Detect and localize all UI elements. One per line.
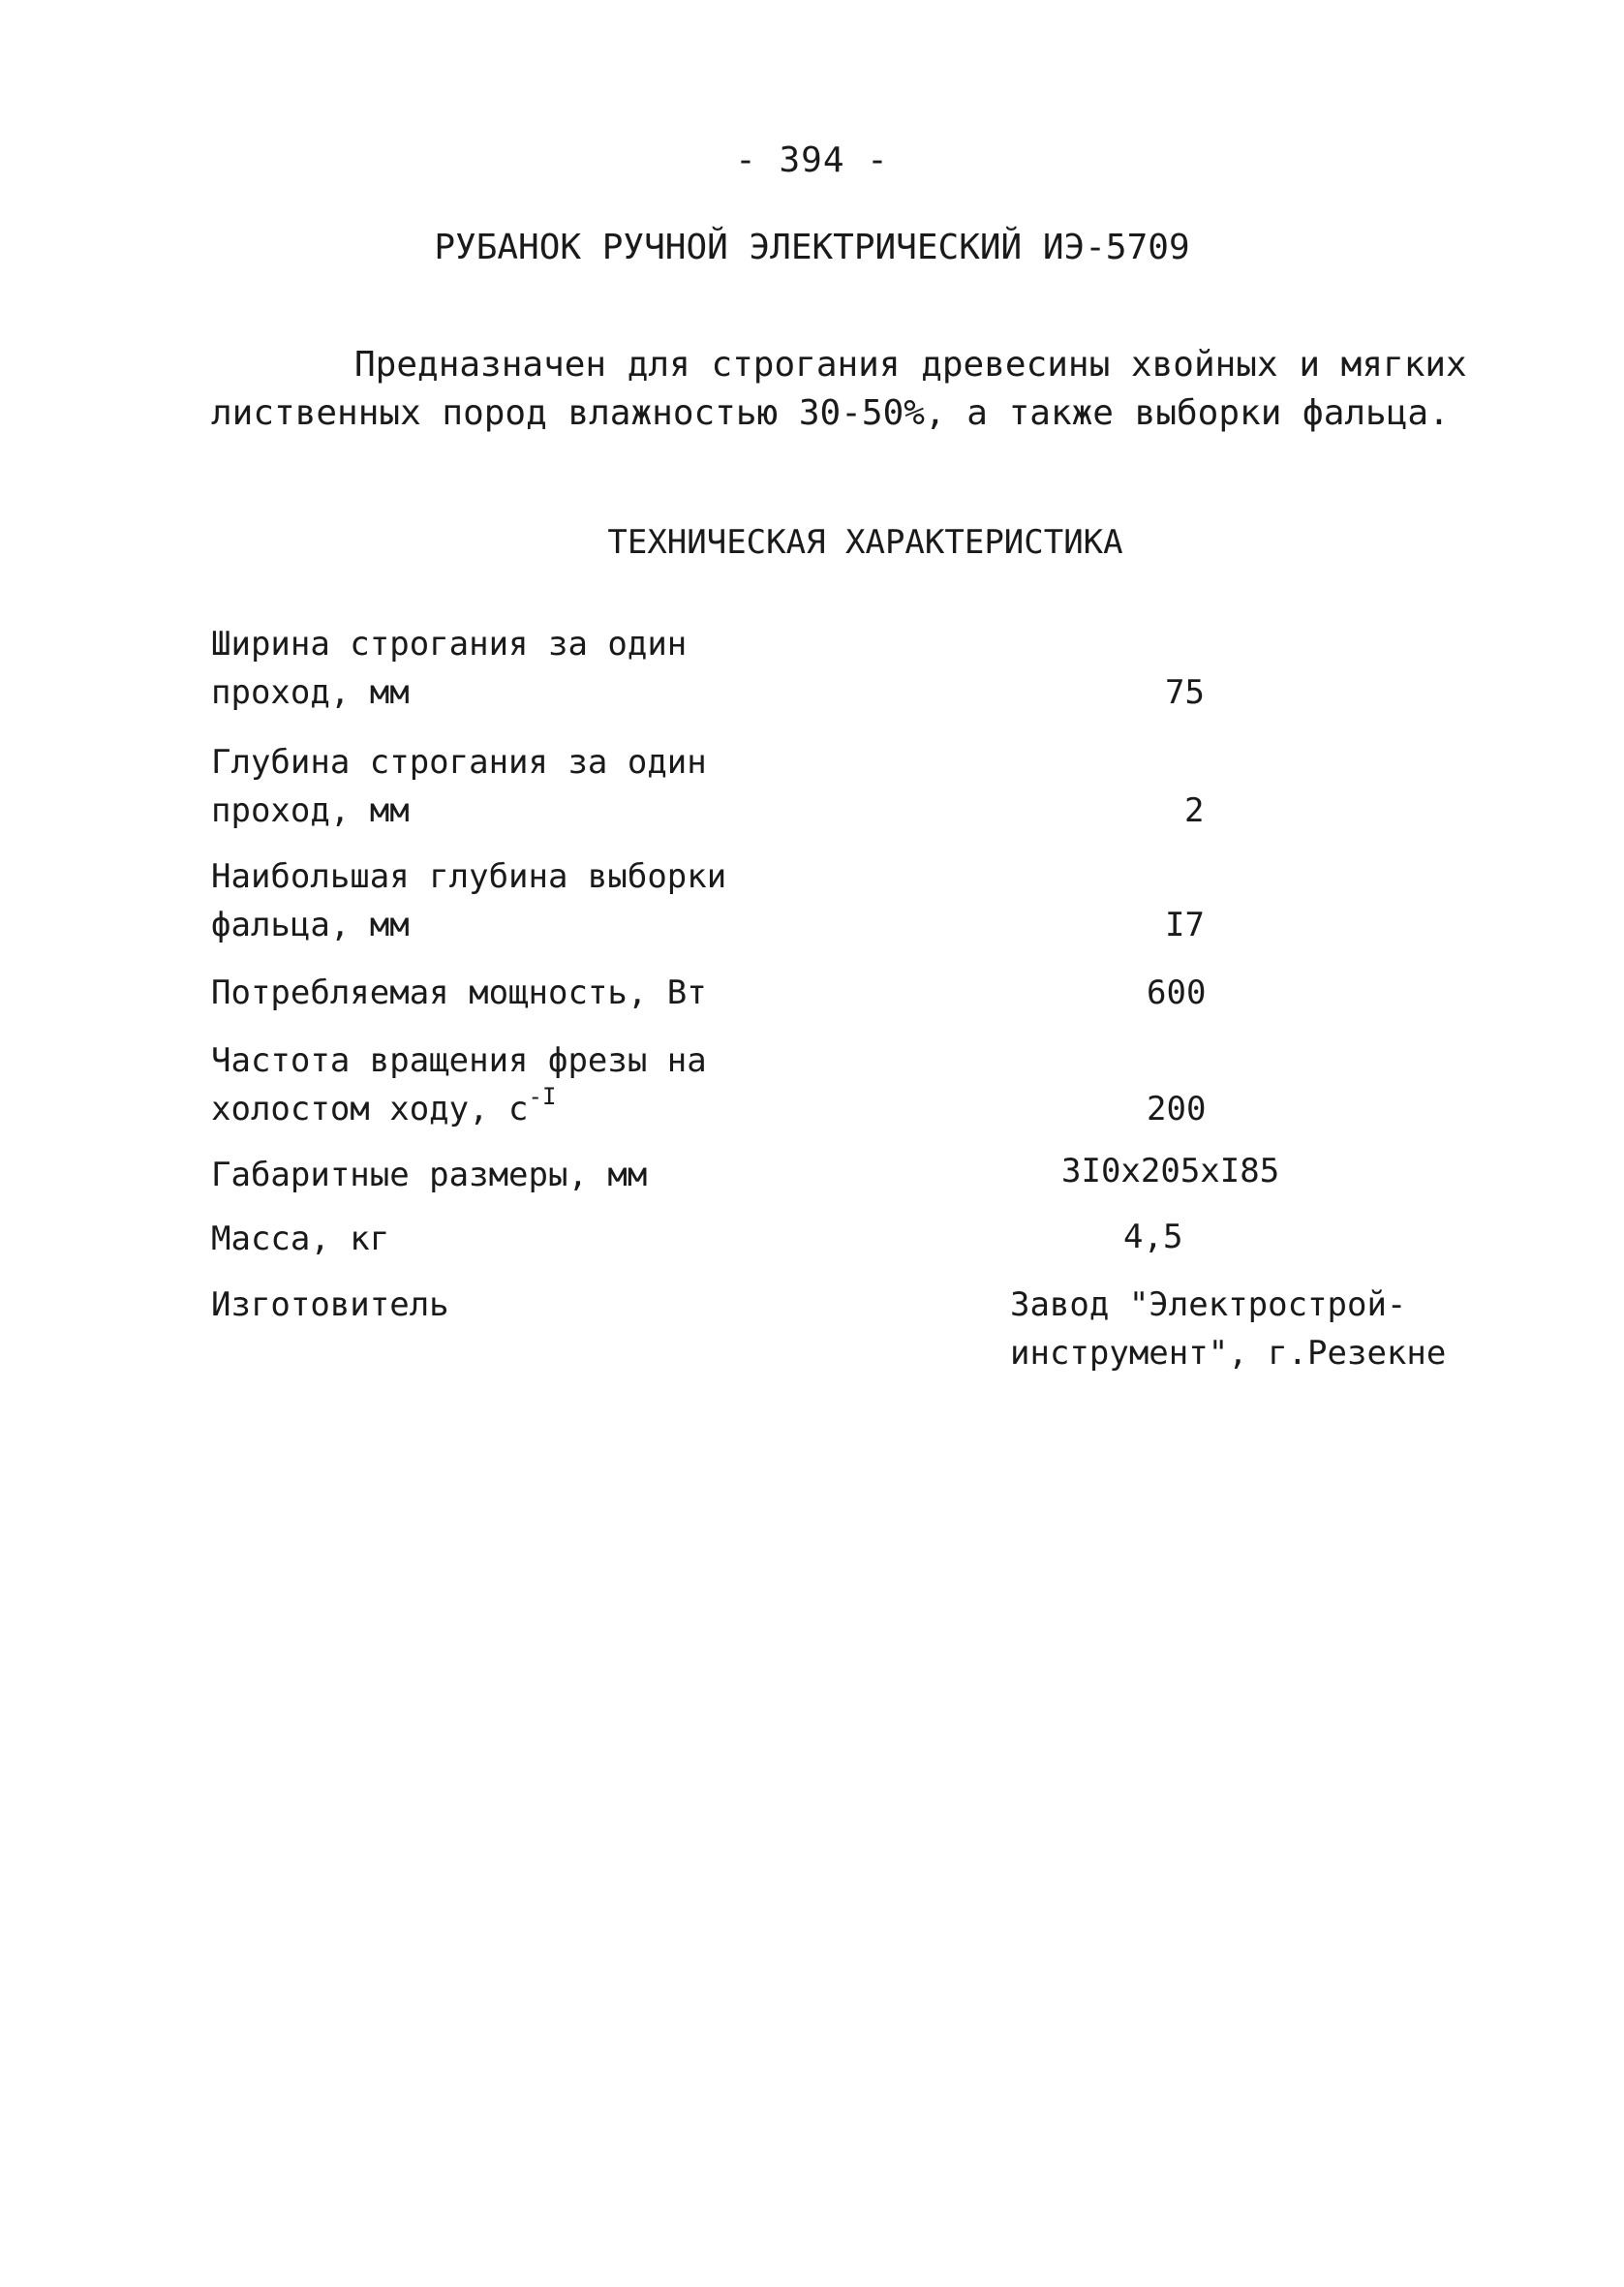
spec-label-line-2 bbox=[211, 1085, 908, 1136]
spec-label-line-2: фальца, мм bbox=[211, 906, 410, 944]
spec-label-line-1: Изготовитель bbox=[211, 1285, 449, 1324]
description-paragraph bbox=[211, 341, 1470, 438]
spec-value: 200 bbox=[1147, 1090, 1207, 1128]
spec-label bbox=[211, 969, 908, 1017]
spec-value: 75 bbox=[1165, 673, 1205, 712]
document-title: РУБАНОК РУЧНОЙ ЭЛЕКТРИЧЕСКИЙ ИЭ-5709 bbox=[434, 228, 1190, 267]
spec-label-line-1: Масса, кг bbox=[211, 1220, 390, 1258]
description-line-2: лиственных пород влажностью 30-50%, а также выборки фальца. bbox=[211, 393, 1450, 433]
spec-label-line-1: Частота вращения фрезы на bbox=[211, 1041, 707, 1080]
manufacturer-line-2: инструмент", г.Резекне bbox=[1010, 1334, 1447, 1373]
spec-label-line-1: Потребляемая мощность, Вт bbox=[211, 974, 707, 1012]
unit-superscript: -I bbox=[528, 1083, 557, 1110]
spec-value: 3I0x205xI85 bbox=[1061, 1152, 1280, 1190]
spec-value: 600 bbox=[1147, 974, 1207, 1012]
manufacturer-value bbox=[1010, 1281, 1446, 1377]
spec-label bbox=[211, 620, 908, 717]
spec-label-line-2: проход, мм bbox=[211, 673, 410, 712]
spec-value: 4,5 bbox=[1123, 1218, 1183, 1256]
page-number: - 394 - bbox=[735, 140, 889, 180]
section-title: ТЕХНИЧЕСКАЯ ХАРАКТЕРИСТИКА bbox=[607, 523, 1123, 562]
spec-label-line-2: проход, мм bbox=[211, 791, 410, 830]
spec-label bbox=[211, 1281, 908, 1329]
spec-label-line-1: Глубина строгания за один bbox=[211, 743, 707, 782]
spec-value: 2 bbox=[1184, 791, 1205, 830]
spec-label-line-1: Наибольшая глубина выборки bbox=[211, 857, 727, 896]
spec-label bbox=[211, 852, 908, 949]
spec-label bbox=[211, 1036, 908, 1136]
spec-label bbox=[211, 1215, 908, 1263]
spec-label-line-1: Габаритные размеры, мм bbox=[211, 1156, 648, 1194]
spec-label bbox=[211, 738, 908, 835]
manufacturer-line-1: Завод "Электрострой- bbox=[1010, 1285, 1407, 1324]
spec-value: I7 bbox=[1165, 906, 1205, 944]
spec-label-line-1: Ширина строгания за один bbox=[211, 625, 688, 664]
description-line-1: Предназначен для строгания древесины хвойных и мягких bbox=[354, 345, 1467, 385]
spec-label-line-2-text: холостом ходу, с bbox=[211, 1090, 529, 1128]
spec-label bbox=[211, 1151, 908, 1199]
